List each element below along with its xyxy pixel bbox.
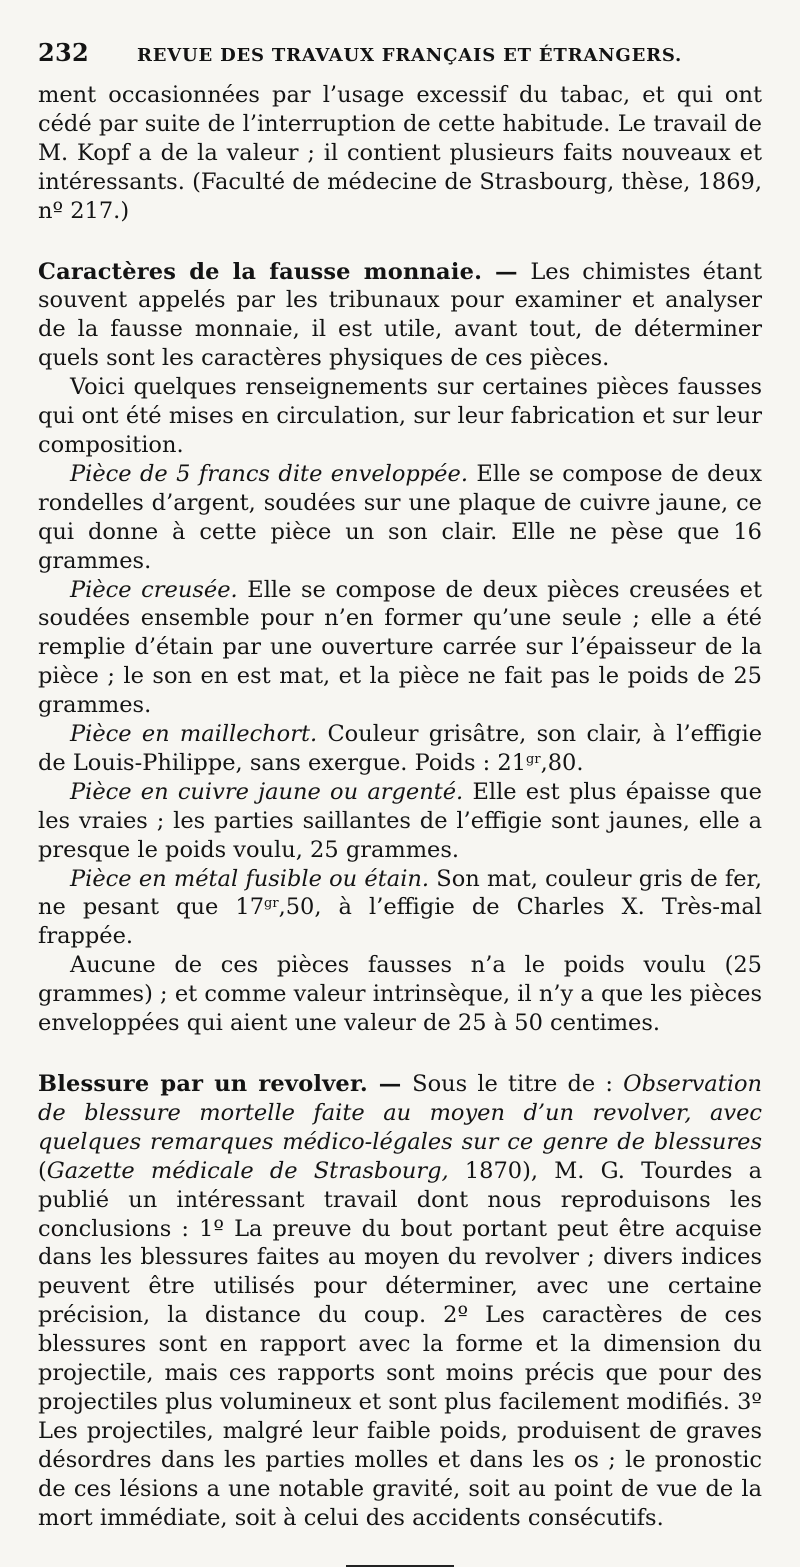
section-revolver-lead: Sous le titre de :: [412, 1071, 624, 1097]
coin-item-text: Son mat, couleur gris de fer, ne pesant que 17: [38, 865, 762, 921]
journal-title: Gazette médicale de Strasbourg,: [46, 1157, 449, 1184]
unit-superscript: gr: [264, 896, 279, 912]
coin-item-text: Couleur grisâtre, son clair, à l’effigie de Louis-Philippe, sans exergue. Poids : 21: [38, 721, 763, 776]
coin-item-text-end: ,80.: [540, 749, 584, 776]
cited-work-title: Observation de blessure mortelle faite au moyen d’un revolver, avec quelques remarques médico-légales sur ce genre de blessures: [38, 1071, 762, 1155]
coin-item-label: Pièce creusée.: [70, 576, 238, 603]
paren-open: (: [38, 1157, 47, 1184]
coin-item-label: Pièce en maillechort.: [70, 721, 318, 748]
unit-superscript: gr: [526, 751, 541, 767]
coin-item: [38, 778, 762, 865]
coin-item-label: Pièce en cuivre jaune ou argenté.: [70, 778, 464, 805]
section-dash: —: [367, 1071, 413, 1097]
page-number: 232: [38, 38, 89, 67]
section-revolver: [38, 1070, 762, 1533]
coin-item: [38, 720, 762, 778]
section-revolver-text: 1870), M. G. Tourdes a publié un intéressant travail dont nous reproduisons les conclusions : 1º La preuve du bout portant peut être acquise dans les blessures faites au moyen du revolver ; divers indices peuvent être utilisés pour déterminer, avec une certaine précision, la distance du coup. 2º Les caractères de ces blessures sont en rapport avec la forme et la dimension du projectile, mais ces rapports sont moins précis que pour des projectiles plus volumineux et sont plus facilement modifiés. 3º Les projectiles, malgré leur faible poids, produisent de graves désordres dans les parties molles et dans les os ; le pronostic de ces lésions a une notable gravité, soit au point de vue de la mort immédiate, soit à celui des accidents consécutifs.: [38, 1157, 762, 1531]
section-coins-paragraph: Voici quelques renseignements sur certaines pièces fausses qui ont été mises en circulation, sur leur fabrication et sur leur composition.: [38, 374, 762, 458]
section-coins-intro: [38, 258, 762, 374]
coin-item-text-end: ,50, à l’effigie de Charles X. Très-mal frappée.: [38, 894, 762, 950]
section-coins-closing: Aucune de ces pièces fausses n’a le poids voulu (25 grammes) ; et comme valeur intrinsèque, il n’y a que les pièces enveloppées qui aient une valeur de 25 à 50 centimes.: [38, 952, 762, 1037]
section-title-revolver: Blessure par un revolver.: [38, 1071, 368, 1097]
coin-item: [38, 576, 762, 721]
coin-item: [38, 460, 762, 576]
section-dash: —: [482, 258, 531, 285]
coin-item-label: Pièce en métal fusible ou étain.: [70, 865, 430, 892]
section-coins-intro-text: Les chimistes étant souvent appelés par les tribunaux pour examiner et analyser de la fausse monnaie, il est utile, avant tout, de déterminer quels sont les caractères physiques de ces pièces.: [38, 258, 762, 372]
intro-paragraph: ment occasionnées par l’usage excessif du tabac, et qui ont cédé par suite de l’interruption de cette habitude. Le travail de M. Kopf a de la valeur ; il contient plusieurs faits nouveaux et intéressants. (Faculté de médecine de Strasbourg, thèse, 1869, nº 217.): [38, 82, 762, 224]
coin-item-text: Elle est plus épaisse que les vraies ; les parties saillantes de l’effigie sont jaunes, elle a presque le poids voulu, 25 grammes.: [38, 778, 762, 863]
end-rule: [346, 1565, 454, 1567]
running-head: [38, 38, 762, 67]
body-text: [38, 81, 762, 1567]
coin-item-text: Elle se compose de deux pièces creusées et soudées ensemble pour n’en former qu’une seule ; elle a été remplie d’étain par une ouverture carrée sur l’épaisseur de la pièce ; le son en est mat, et la pièce ne fait pas le poids de 25 grammes.: [38, 576, 763, 719]
coin-item-text: Elle se compose de deux rondelles d’argent, soudées sur une plaque de cuivre jaune, ce qui donne à cette pièce un son clair. Elle ne pèse que 16 grammes.: [38, 460, 763, 574]
coin-item-label: Pièce de 5 francs dite enveloppée.: [70, 460, 468, 487]
section-title-coins: Caractères de la fausse monnaie.: [38, 258, 483, 285]
coin-item: [38, 865, 762, 952]
running-title: REVUE DES TRAVAUX FRANÇAIS ET ÉTRANGERS.: [137, 45, 683, 66]
